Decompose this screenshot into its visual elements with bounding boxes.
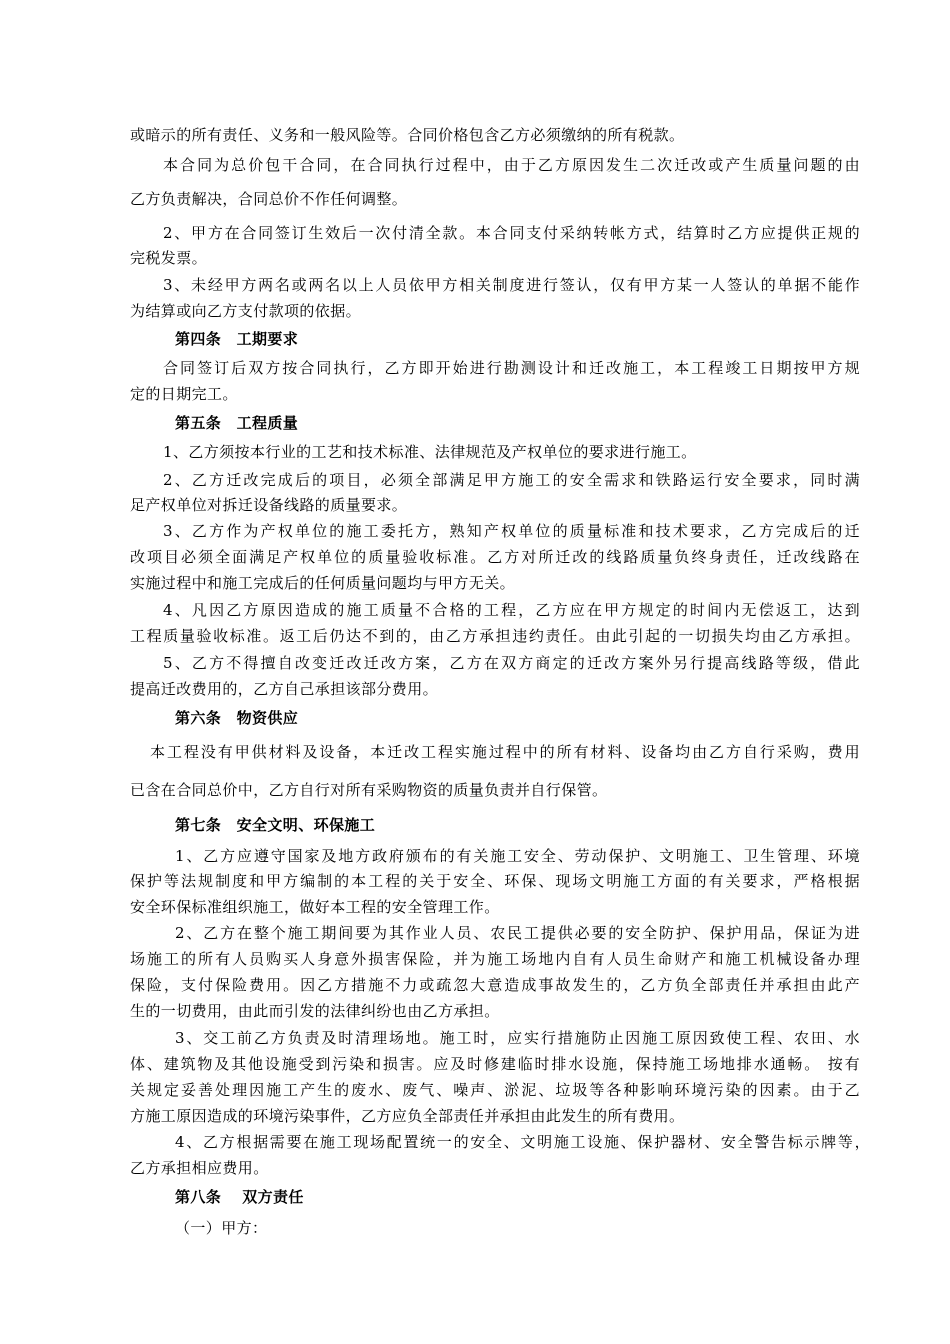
text-line: 方施工原因造成的环境污染事件，乙方应负全部责任并承担由此发生的所有费用。: [130, 1107, 685, 1125]
text-line: 本合同为总价包干合同，在合同执行过程中，由于乙方原因发生二次迁改或产生质量问题的由: [163, 156, 860, 174]
text-line: （一）甲方：: [175, 1219, 268, 1237]
text-line: 足产权单位对拆迁设备线路的质量要求。: [130, 496, 408, 514]
text-line: 3、交工前乙方负责及时清理场地。施工时，应实行措施防止因施工原因致使工程、农田、水: [175, 1029, 860, 1047]
text-line: 关规定妥善处理因施工产生的废水、废气、噪声、淤泥、垃圾等各种影响环境污染的因素。由于乙: [130, 1081, 860, 1099]
text-line: 生的一切费用，由此而引发的法律纠纷也由乙方承担。: [130, 1002, 500, 1020]
text-line: 提高迁改费用的，乙方自己承担该部分费用。: [130, 680, 439, 698]
text-line: 本工程没有甲供材料及设备，本迁改工程实施过程中的所有材料、设备均由乙方自行采购，费用: [150, 743, 860, 761]
text-line: 1、乙方应遵守国家及地方政府颁布的有关施工安全、劳动保护、文明施工、卫生管理、环境: [175, 847, 860, 865]
text-line: 场施工的所有人员购买人身意外损害保险，并为施工场地内自有人员生命财产和施工机械设备办理: [130, 950, 860, 968]
text-line: 为结算或向乙方支付款项的依据。: [130, 302, 362, 320]
text-line: 定的日期完工。: [130, 385, 238, 403]
text-line: 完税发票。: [130, 249, 208, 267]
text-line: 改项目必须全面满足产权单位的质量验收标准。乙方对所迁改的线路质量负终身责任，迁改线路在: [130, 548, 860, 566]
section-heading: 第七条 安全文明、环保施工: [175, 816, 376, 834]
section-heading: 第五条 工程质量: [175, 414, 299, 432]
text-line: 或暗示的所有责任、义务和一般风险等。合同价格包含乙方必须缴纳的所有税款。: [130, 126, 685, 144]
text-line: 5、乙方不得擅自改变迁改迁改方案，乙方在双方商定的迁改方案外另行提高线路等级，借此: [163, 654, 860, 672]
text-line: 2、甲方在合同签订生效后一次付清全款。本合同支付采纳转帐方式，结算时乙方应提供正规的: [163, 224, 860, 242]
text-line: 乙方负责解决，合同总价不作任何调整。: [130, 190, 408, 208]
text-line: 4、凡因乙方原因造成的施工质量不合格的工程，乙方应在甲方规定的时间内无偿返工，达到: [163, 601, 860, 619]
text-line: 3、乙方作为产权单位的施工委托方，熟知产权单位的质量标准和技术要求，乙方完成后的迁: [163, 522, 860, 540]
text-line: 体、建筑物及其他设施受到污染和损害。应及时修建临时排水设施，保持施工场地排水通畅。 按有: [130, 1055, 860, 1073]
text-line: 1、乙方须按本行业的工艺和技术标准、法律规范及产权单位的要求进行施工。: [163, 443, 697, 461]
text-line: 2、乙方在整个施工期间要为其作业人员、农民工提供必要的安全防护、保护用品，保证为进: [175, 924, 860, 942]
section-heading: 第四条 工期要求: [175, 330, 299, 348]
text-line: 4、乙方根据需要在施工现场配置统一的安全、文明施工设施、保护器材、安全警告标示牌等，: [175, 1133, 870, 1151]
text-line: 工程质量验收标准。返工后仍达不到的，由乙方承担违约责任。由此引起的一切损失均由乙方承担。: [130, 627, 860, 645]
text-line: 已含在合同总价中，乙方自行对所有采购物资的质量负责并自行保管。: [130, 781, 608, 799]
text-line: 保护等法规制度和甲方编制的本工程的关于安全、环保、现场文明施工方面的有关要求，严格根据: [130, 872, 860, 890]
text-line: 3、未经甲方两名或两名以上人员依甲方相关制度进行签认，仅有甲方某一人签认的单据不能作: [163, 276, 860, 294]
text-line: 2、乙方迁改完成后的项目，必须全部满足甲方施工的安全需求和铁路运行安全要求，同时满: [163, 471, 860, 489]
section-heading: 第六条 物资供应: [175, 709, 299, 727]
text-line: 安全环保标准组织施工，做好本工程的安全管理工作。: [130, 898, 500, 916]
text-line: 合同签订后双方按合同执行，乙方即开始进行勘测设计和迁改施工，本工程竣工日期按甲方规: [163, 359, 860, 377]
section-heading: 第八条 双方责任: [175, 1188, 304, 1206]
text-line: 实施过程中和施工完成后的任何质量问题均与甲方无关。: [130, 574, 516, 592]
text-line: 保险，支付保险费用。因乙方措施不力或疏忽大意造成事故发生的，乙方负全部责任并承担由此产: [130, 976, 860, 994]
text-line: 乙方承担相应费用。: [130, 1159, 269, 1177]
